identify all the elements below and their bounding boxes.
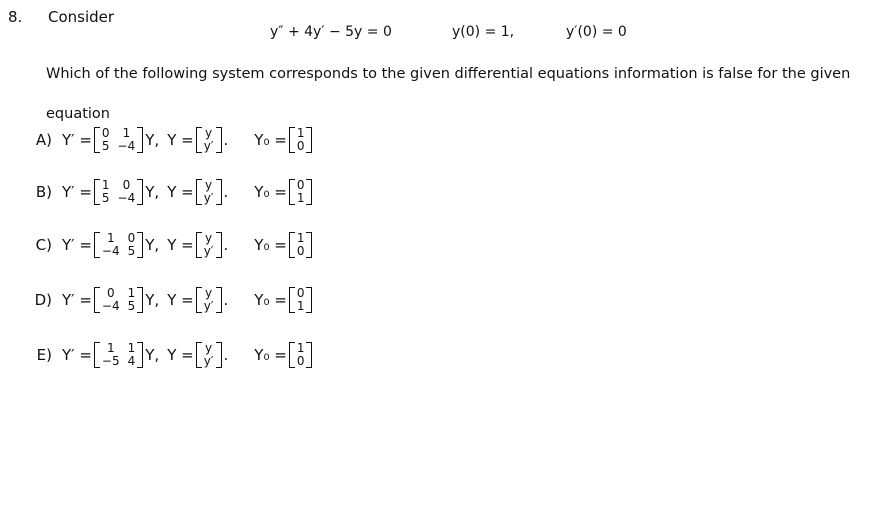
- matrix-entry: 1: [127, 341, 136, 355]
- y-vector-cells: [202, 342, 216, 368]
- option-label: A): [35, 131, 52, 149]
- matrix-entry: −4: [101, 299, 120, 313]
- y-suffix: Y,: [145, 183, 160, 201]
- y-vector: [196, 179, 222, 205]
- matrix-entry: −4: [117, 139, 136, 153]
- matrix-entry: y′: [203, 244, 214, 258]
- y-equals: Y =: [167, 346, 194, 364]
- matrix-entry: 5: [101, 139, 110, 153]
- yprime-equals: Y′ =: [62, 291, 92, 309]
- yprime-equals: Y′ =: [62, 131, 92, 149]
- right-bracket: [216, 179, 222, 205]
- question-prompt: Which of the following system corresponds to the given differential equations information is false for the given equation: [46, 66, 851, 122]
- matrix-entry: 0: [127, 231, 136, 245]
- matrix-entry: 0: [101, 126, 110, 140]
- y-equals: Y =: [167, 236, 194, 254]
- coefficient-matrix-cells: [100, 342, 137, 368]
- right-bracket: [137, 287, 143, 313]
- right-bracket: [216, 342, 222, 368]
- matrix-entry: −4: [117, 191, 136, 205]
- matrix-entry: y′: [203, 191, 214, 205]
- matrix-entry: 1: [296, 126, 305, 140]
- matrix-entry: 1: [122, 126, 131, 140]
- coefficient-matrix: [94, 127, 143, 153]
- initial-vector-cells: [295, 287, 307, 313]
- right-bracket: [216, 287, 222, 313]
- y-equals: Y =: [167, 183, 194, 201]
- y-suffix: Y,: [145, 291, 160, 309]
- matrix-entry: y: [205, 178, 213, 192]
- matrix-entry: 1: [127, 286, 136, 300]
- matrix-entry: 1: [296, 299, 305, 313]
- coefficient-matrix-cells: [100, 127, 137, 153]
- question-number: 8.: [8, 8, 23, 26]
- right-bracket: [306, 179, 312, 205]
- y0-equals: Y₀ =: [254, 131, 287, 149]
- right-bracket: [137, 232, 143, 258]
- right-bracket: [137, 179, 143, 205]
- option-label: D): [34, 291, 52, 309]
- initial-vector-cells: [295, 127, 307, 153]
- y-vector-dot: .: [223, 291, 229, 309]
- y-vector-cells: [202, 179, 216, 205]
- y-vector-dot: .: [223, 183, 229, 201]
- right-bracket: [137, 342, 143, 368]
- answer-option[interactable]: [0, 220, 314, 270]
- matrix-entry: −4: [101, 244, 120, 258]
- matrix-entry: 0: [296, 354, 305, 368]
- initial-vector-cells: [295, 342, 307, 368]
- y-vector-cells: [202, 127, 216, 153]
- matrix-entry: y′: [203, 354, 214, 368]
- right-bracket: [306, 127, 312, 153]
- right-bracket: [137, 127, 143, 153]
- y0-equals: Y₀ =: [254, 291, 287, 309]
- matrix-entry: y: [205, 231, 213, 245]
- yprime-equals: Y′ =: [62, 183, 92, 201]
- answer-option[interactable]: [0, 275, 314, 325]
- initial-vector: [289, 287, 313, 313]
- answer-option[interactable]: [0, 115, 314, 165]
- matrix-entry: −5: [101, 354, 120, 368]
- right-bracket: [306, 342, 312, 368]
- answer-option[interactable]: [0, 167, 314, 217]
- right-bracket: [216, 232, 222, 258]
- y0-equals: Y₀ =: [254, 346, 287, 364]
- y-suffix: Y,: [145, 236, 160, 254]
- answer-option[interactable]: [0, 330, 314, 380]
- matrix-entry: 1: [296, 191, 305, 205]
- matrix-entry: y′: [203, 139, 214, 153]
- option-label: C): [35, 236, 52, 254]
- initial-condition-2: y′(0) = 0: [566, 24, 627, 40]
- initial-condition-1: y(0) = 1,: [452, 24, 515, 40]
- matrix-entry: 0: [296, 244, 305, 258]
- matrix-entry: 1: [106, 231, 115, 245]
- matrix-entry: y′: [203, 299, 214, 313]
- initial-vector: [289, 127, 313, 153]
- matrix-entry: 5: [101, 191, 110, 205]
- matrix-entry: 0: [296, 286, 305, 300]
- option-label: B): [35, 183, 52, 201]
- y-vector: [196, 342, 222, 368]
- y0-equals: Y₀ =: [254, 236, 287, 254]
- y-vector-dot: .: [223, 346, 229, 364]
- coefficient-matrix-cells: [100, 287, 137, 313]
- differential-equation: y″ + 4y′ − 5y = 0: [270, 24, 392, 40]
- y-vector: [196, 127, 222, 153]
- initial-vector: [289, 232, 313, 258]
- yprime-equals: Y′ =: [62, 236, 92, 254]
- matrix-entry: 0: [106, 286, 115, 300]
- right-bracket: [306, 287, 312, 313]
- matrix-entry: 5: [127, 299, 136, 313]
- initial-vector: [289, 179, 313, 205]
- right-bracket: [216, 127, 222, 153]
- coefficient-matrix: [94, 287, 143, 313]
- matrix-entry: 4: [127, 354, 136, 368]
- matrix-entry: 1: [296, 341, 305, 355]
- matrix-entry: y: [205, 126, 213, 140]
- y-equals: Y =: [167, 291, 194, 309]
- option-label: E): [36, 346, 52, 364]
- initial-vector-cells: [295, 232, 307, 258]
- initial-vector-cells: [295, 179, 307, 205]
- initial-vector: [289, 342, 313, 368]
- y-vector-cells: [202, 287, 216, 313]
- y-vector: [196, 232, 222, 258]
- matrix-entry: 5: [127, 244, 136, 258]
- y-vector-dot: .: [223, 236, 229, 254]
- matrix-entry: 0: [296, 178, 305, 192]
- y-vector: [196, 287, 222, 313]
- coefficient-matrix: [94, 232, 143, 258]
- right-bracket: [306, 232, 312, 258]
- coefficient-matrix-cells: [100, 179, 137, 205]
- yprime-equals: Y′ =: [62, 346, 92, 364]
- question-intro: Consider: [48, 8, 115, 26]
- matrix-entry: 0: [122, 178, 131, 192]
- matrix-entry: y: [205, 286, 213, 300]
- y-vector-cells: [202, 232, 216, 258]
- matrix-entry: 1: [106, 341, 115, 355]
- matrix-entry: 1: [296, 231, 305, 245]
- y-suffix: Y,: [145, 346, 160, 364]
- matrix-entry: y: [205, 341, 213, 355]
- y-suffix: Y,: [145, 131, 160, 149]
- y-equals: Y =: [167, 131, 194, 149]
- coefficient-matrix-cells: [100, 232, 137, 258]
- matrix-entry: 0: [296, 139, 305, 153]
- matrix-entry: 1: [101, 178, 110, 192]
- y-vector-dot: .: [223, 131, 229, 149]
- y0-equals: Y₀ =: [254, 183, 287, 201]
- coefficient-matrix: [94, 179, 143, 205]
- coefficient-matrix: [94, 342, 143, 368]
